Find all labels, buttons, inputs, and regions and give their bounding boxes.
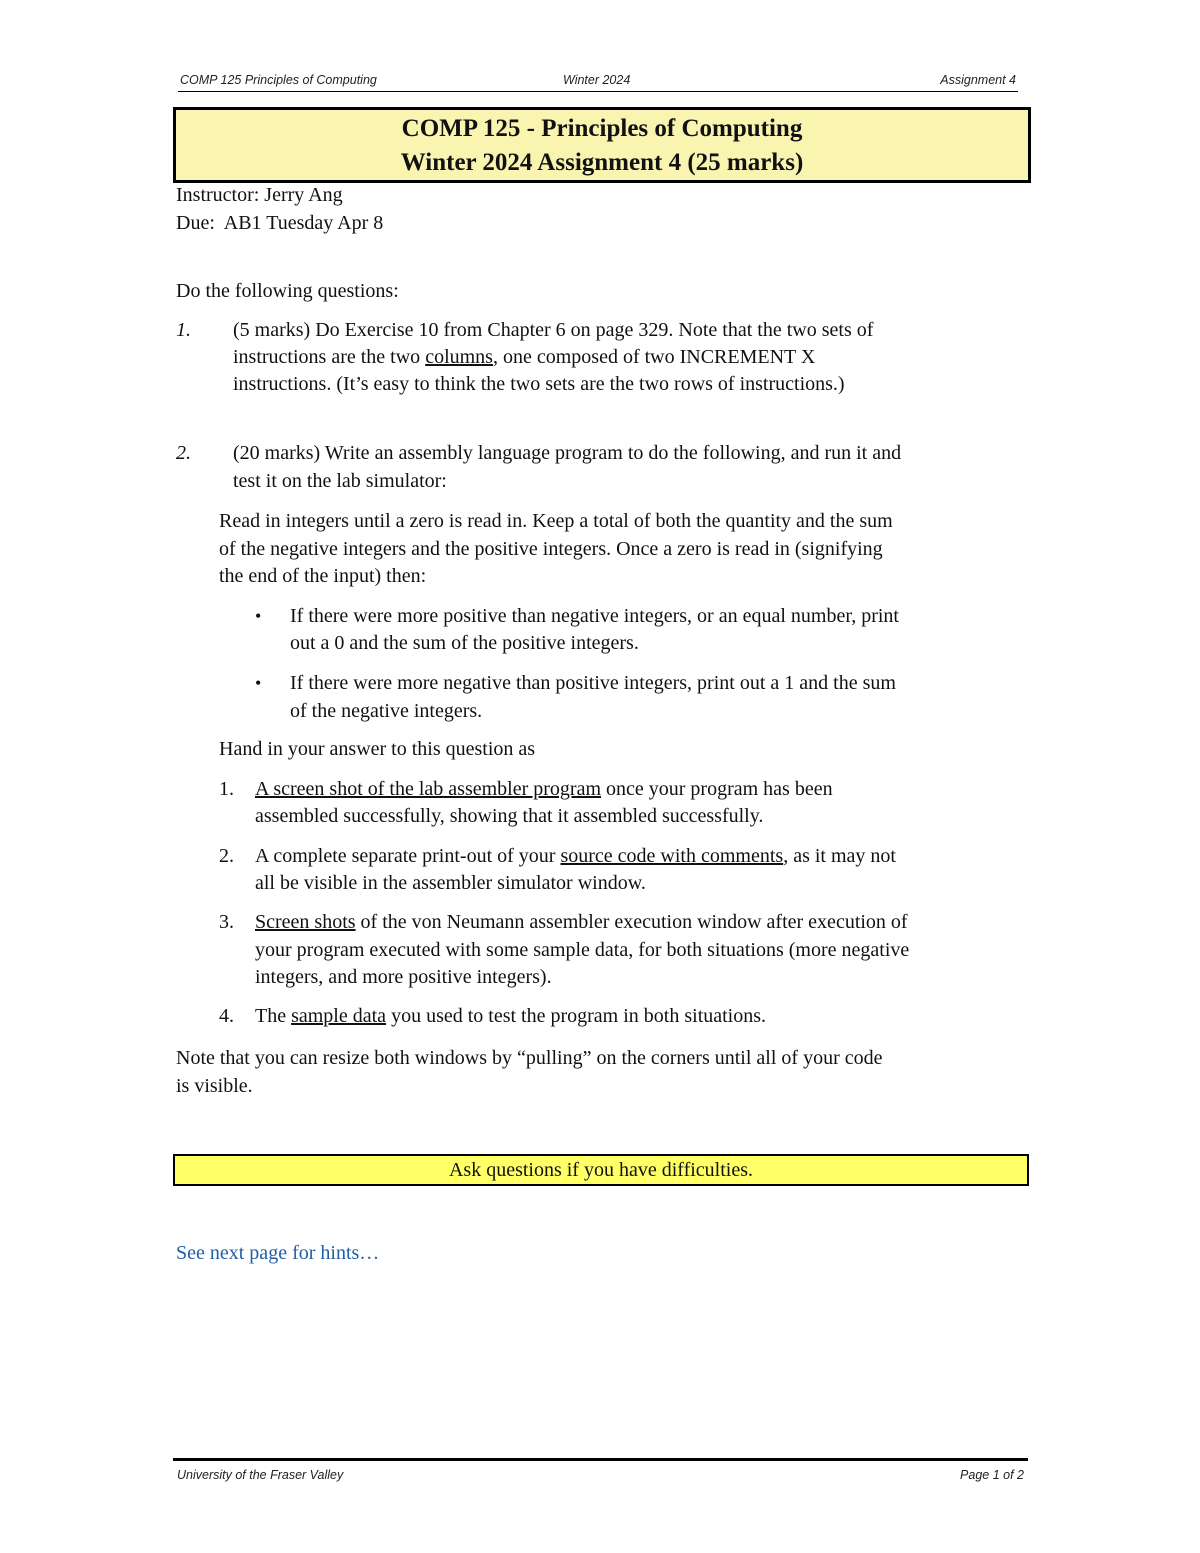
due-date: Due: AB1 Tuesday Apr 8 bbox=[176, 212, 384, 234]
footer-page-number: Page 1 of 2 bbox=[960, 1468, 1024, 1482]
question-2-line-2: test it on the lab simulator: bbox=[233, 470, 447, 492]
handin-item-3-line-2: your program executed with some sample data, for both situations (more negative bbox=[255, 939, 910, 961]
page-footer bbox=[173, 1458, 1028, 1487]
q2-para-line-2: of the negative integers and the positive integers. Once a zero is read in (signifying bbox=[219, 538, 883, 560]
bullet-1-line-2: out a 0 and the sum of the positive integers. bbox=[290, 632, 639, 654]
header-assignment: Assignment 4 bbox=[940, 73, 1016, 87]
question-1-line-1: (5 marks) Do Exercise 10 from Chapter 6 on page 329. Note that the two sets of bbox=[233, 319, 874, 341]
item-text: you used to test the program in both situations. bbox=[386, 1005, 767, 1027]
question-1-number: 1. bbox=[176, 319, 191, 341]
page-header bbox=[178, 73, 1018, 92]
handin-item-2-line-1 bbox=[255, 842, 896, 870]
underlined-phrase: sample data bbox=[291, 1005, 387, 1027]
footer-university: University of the Fraser Valley bbox=[177, 1468, 344, 1482]
header-course: COMP 125 Principles of Computing bbox=[180, 73, 377, 87]
instructor: Instructor: Jerry Ang bbox=[176, 184, 343, 206]
q2-para-line-1: Read in integers until a zero is read in. Keep a total of both the quantity and the sum bbox=[219, 510, 893, 532]
bullet-1-line-1: If there were more positive than negative integers, or an equal number, print bbox=[290, 605, 899, 627]
item-text: once your program has been bbox=[601, 778, 833, 800]
handin-item-2-number: 2. bbox=[219, 845, 234, 867]
handin-item-3-line-1 bbox=[255, 908, 908, 936]
q1-underlined-columns: columns bbox=[425, 346, 493, 368]
item-text: , as it may not bbox=[783, 845, 896, 867]
note-line-2: is visible. bbox=[176, 1075, 253, 1097]
handin-item-2-line-2: all be visible in the assembler simulator window. bbox=[255, 872, 646, 894]
handin-item-1-line-2: assembled successfully, showing that it assembled successfully. bbox=[255, 805, 764, 827]
title-box bbox=[173, 107, 1031, 183]
q1-text-a: instructions are the two bbox=[233, 346, 426, 368]
item-text: The bbox=[255, 1005, 292, 1027]
handin-item-3-number: 3. bbox=[219, 911, 234, 933]
item-text: A complete separate print-out of your bbox=[255, 845, 561, 867]
title-line-1: COMP 125 - Principles of Computing bbox=[401, 115, 803, 142]
handin-item-4-number: 4. bbox=[219, 1005, 234, 1027]
q1-text-b: , one composed of two INCREMENT X bbox=[492, 346, 816, 368]
intro-text: Do the following questions: bbox=[176, 280, 399, 302]
underlined-phrase: A screen shot of the lab assembler program bbox=[255, 778, 602, 800]
header-term: Winter 2024 bbox=[563, 73, 631, 87]
bullet-2-line-1: If there were more negative than positive integers, print out a 1 and the sum bbox=[290, 672, 896, 694]
q2-para-line-3: the end of the input) then: bbox=[219, 565, 427, 587]
bullet-2-line-2: of the negative integers. bbox=[290, 700, 483, 722]
item-text: of the von Neumann assembler execution window after execution of bbox=[355, 911, 908, 933]
handin-text: Hand in your answer to this question as bbox=[219, 738, 536, 760]
question-1-line-2 bbox=[233, 343, 815, 371]
handin-item-1-line-1 bbox=[255, 775, 833, 803]
bullet-marker: • bbox=[255, 606, 262, 626]
underlined-phrase: source code with comments bbox=[560, 845, 784, 867]
question-2-number: 2. bbox=[176, 442, 191, 464]
title-line-2: Winter 2024 Assignment 4 (25 marks) bbox=[400, 149, 804, 176]
handin-item-4-line-1 bbox=[255, 1002, 766, 1030]
note-line-1: Note that you can resize both windows by “pulling” on the corners until all of your code bbox=[176, 1047, 883, 1069]
bullet-marker: • bbox=[255, 673, 262, 693]
ask-questions-box: Ask questions if you have difficulties. bbox=[173, 1154, 1029, 1186]
handin-item-3-line-3: integers, and more positive integers). bbox=[255, 966, 552, 988]
next-page-hint: See next page for hints… bbox=[176, 1242, 380, 1264]
handin-item-1-number: 1. bbox=[219, 778, 234, 800]
underlined-phrase: Screen shots bbox=[255, 911, 356, 933]
question-2-line-1: (20 marks) Write an assembly language program to do the following, and run it and bbox=[233, 442, 902, 464]
question-1-line-3: instructions. (It’s easy to think the two sets are the two rows of instructions.) bbox=[233, 373, 845, 395]
